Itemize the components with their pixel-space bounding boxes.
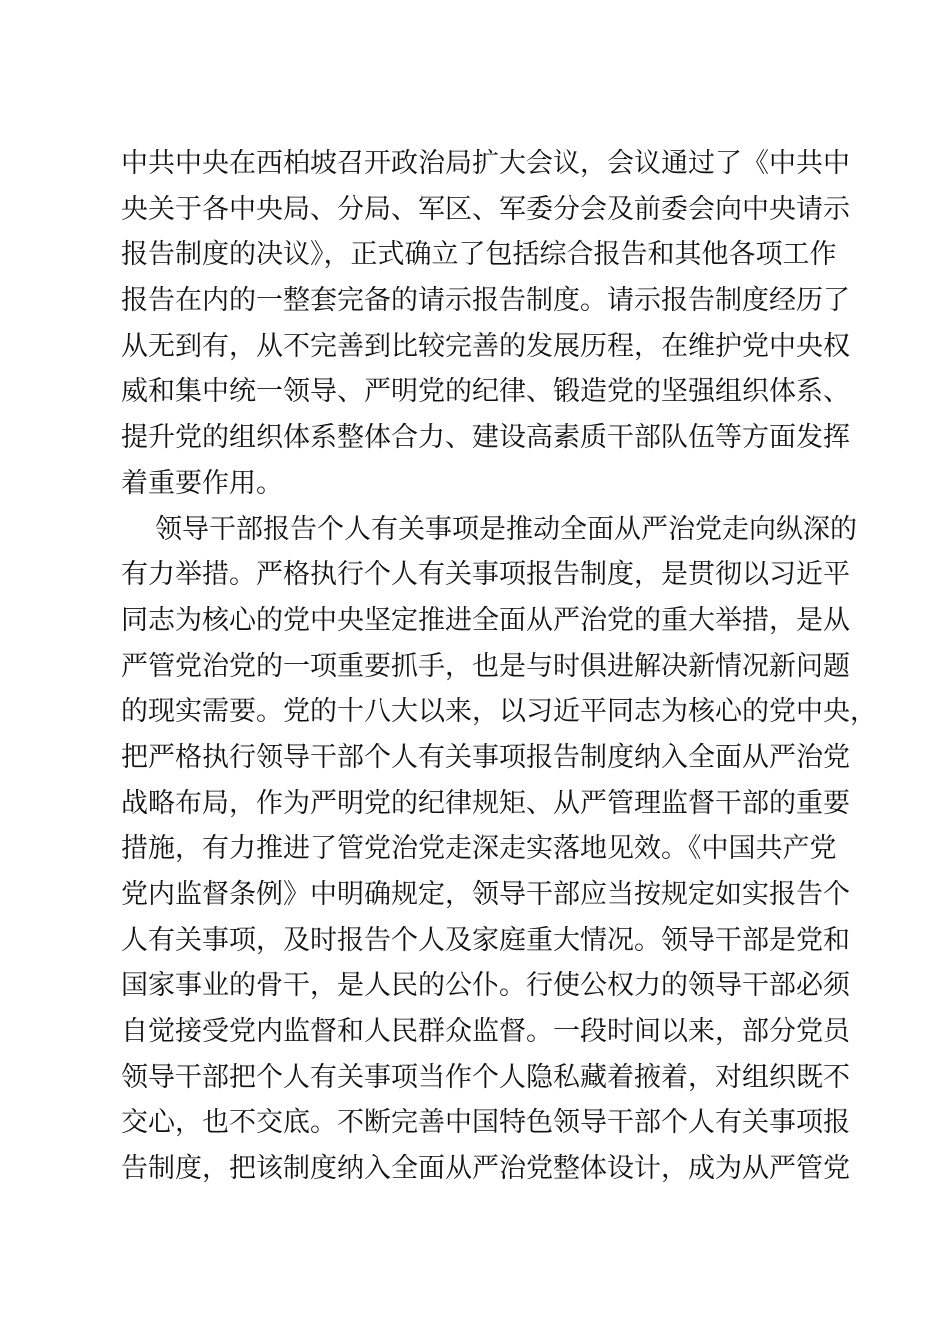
text-line: 战略布局，作为严明党的纪律规矩、从严管理监督干部的重要 — [121, 787, 850, 819]
text-line: 自觉接受党内监督和人民群众监督。一段时间以来，部分党员 — [121, 1016, 850, 1048]
text-line: 从无到有，从不完善到比较完善的发展历程，在维护党中央权 — [121, 330, 850, 362]
text-line: 同志为核心的党中央坚定推进全面从严治党的重大举措，是从 — [121, 604, 850, 636]
text-line: 报告制度的决议》，正式确立了包括综合报告和其他各项工作 — [121, 239, 837, 271]
text-line: 中共中央在西柏坡召开政治局扩大会议，会议通过了《中共中 — [121, 148, 850, 179]
text-line: 领导干部把个人有关事项当作个人隐私藏着掖着，对组织既不 — [121, 1061, 850, 1093]
text-line: 报告在内的一整套完备的请示报告制度。请示报告制度经历了 — [121, 285, 850, 317]
text-line: 着重要作用。 — [121, 467, 283, 499]
text-line: 交心，也不交底。不断完善中国特色领导干部个人有关事项报 — [121, 1107, 850, 1139]
text-line: 的现实需要。党的十八大以来，以习近平同志为核心的党中央， — [121, 696, 877, 728]
text-line: 把严格执行领导干部个人有关事项报告制度纳入全面从严治党 — [121, 741, 850, 773]
text-line: 央关于各中央局、分局、军区、军委分会及前委会向中央请示 — [121, 193, 850, 225]
text-line: 严管党治党的一项重要抓手，也是与时俱进解决新情况新问题 — [121, 650, 850, 682]
paragraph-1 — [121, 141, 850, 507]
text-line: 告制度，把该制度纳入全面从严治党整体设计，成为从严管党 — [121, 1153, 850, 1185]
text-line: 提升党的组织体系整体合力、建设高素质干部队伍等方面发挥 — [121, 422, 850, 454]
text-line: 有力举措。严格执行个人有关事项报告制度，是贯彻以习近平 — [121, 559, 850, 591]
paragraph-2 — [121, 507, 877, 1192]
text-line: 党内监督条例》中明确规定，领导干部应当按规定如实报告个 — [121, 879, 850, 910]
text-line: 领导干部报告个人有关事项是推动全面从严治党走向纵深的 — [155, 513, 857, 545]
body-text — [121, 141, 877, 1192]
text-line: 人有关事项，及时报告个人及家庭重大情况。领导干部是党和 — [121, 924, 850, 956]
text-line: 措施，有力推进了管党治党走深走实落地见效。《中国共产党 — [121, 833, 837, 865]
text-line: 国家事业的骨干，是人民的公仆。行使公权力的领导干部必须 — [121, 970, 850, 1002]
text-line: 威和集中统一领导、严明党的纪律、锻造党的坚强组织体系、 — [121, 376, 850, 408]
